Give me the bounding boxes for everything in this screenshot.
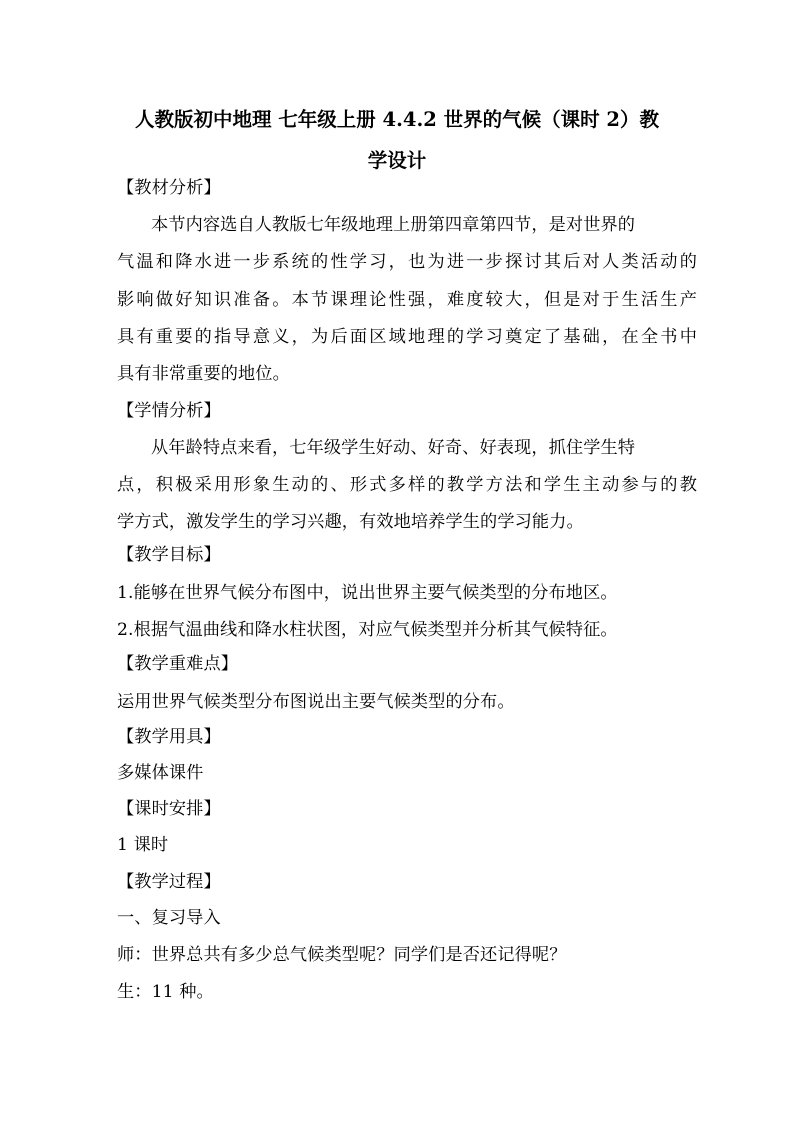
dialogue-student: 生：11 种。 xyxy=(117,982,214,1002)
paragraph-line: 具有非常重要的地位。 xyxy=(117,364,290,384)
document-title-line-2: 学设计 xyxy=(367,149,427,172)
key-points-text: 运用世界气候类型分布图说出主要气候类型的分布。 xyxy=(117,692,515,712)
paragraph-line: 影响做好知识准备。本节课理论性强，难度较大，但是对于生活生产 xyxy=(117,290,697,310)
section-heading-teaching-goals: 【教学目标】 xyxy=(117,545,221,565)
dialogue-teacher: 师：世界总共有多少总气候类型呢？同学们是否还记得呢？ xyxy=(117,945,567,965)
paragraph-line: 具有重要的指导意义，为后面区域地理的学习奠定了基础，在全书中 xyxy=(117,327,697,347)
goal-item: 1.能够在世界气候分布图中，说出世界主要气候类型的分布地区。 xyxy=(117,583,618,603)
section-heading-learner-analysis: 【学情分析】 xyxy=(117,401,221,421)
teaching-tools-text: 多媒体课件 xyxy=(117,763,204,783)
paragraph-line: 学方式，激发学生的学习兴趣，有效地培养学生的学习能力。 xyxy=(117,512,584,532)
paragraph-line: 从年龄特点来看，七年级学生好动、好奇、好表现，抓住学生特 xyxy=(151,438,636,458)
schedule-text: 1 课时 xyxy=(117,835,169,855)
section-heading-teaching-process: 【教学过程】 xyxy=(117,872,221,892)
section-heading-key-points: 【教学重难点】 xyxy=(117,654,239,674)
paragraph-line: 点，积极采用形象生动的、形式多样的教学方法和学生主动参与的教 xyxy=(117,475,697,495)
paragraph-line: 本节内容选自人教版七年级地理上册第四章第四节，是对世界的 xyxy=(151,215,636,235)
section-heading-textbook-analysis: 【教材分析】 xyxy=(117,178,221,198)
document-title-line-1: 人教版初中地理 七年级上册 4.4.2 世界的气候（课时 2）教 xyxy=(134,108,659,131)
paragraph-line: 气温和降水进一步系统的性学习，也为进一步探讨其后对人类活动的 xyxy=(117,252,697,272)
process-step-title: 一、复习导入 xyxy=(117,908,221,928)
section-heading-schedule: 【课时安排】 xyxy=(117,799,221,819)
section-heading-teaching-tools: 【教学用具】 xyxy=(117,727,221,747)
goal-item: 2.根据气温曲线和降水柱状图，对应气候类型并分析其气候特征。 xyxy=(117,620,618,640)
